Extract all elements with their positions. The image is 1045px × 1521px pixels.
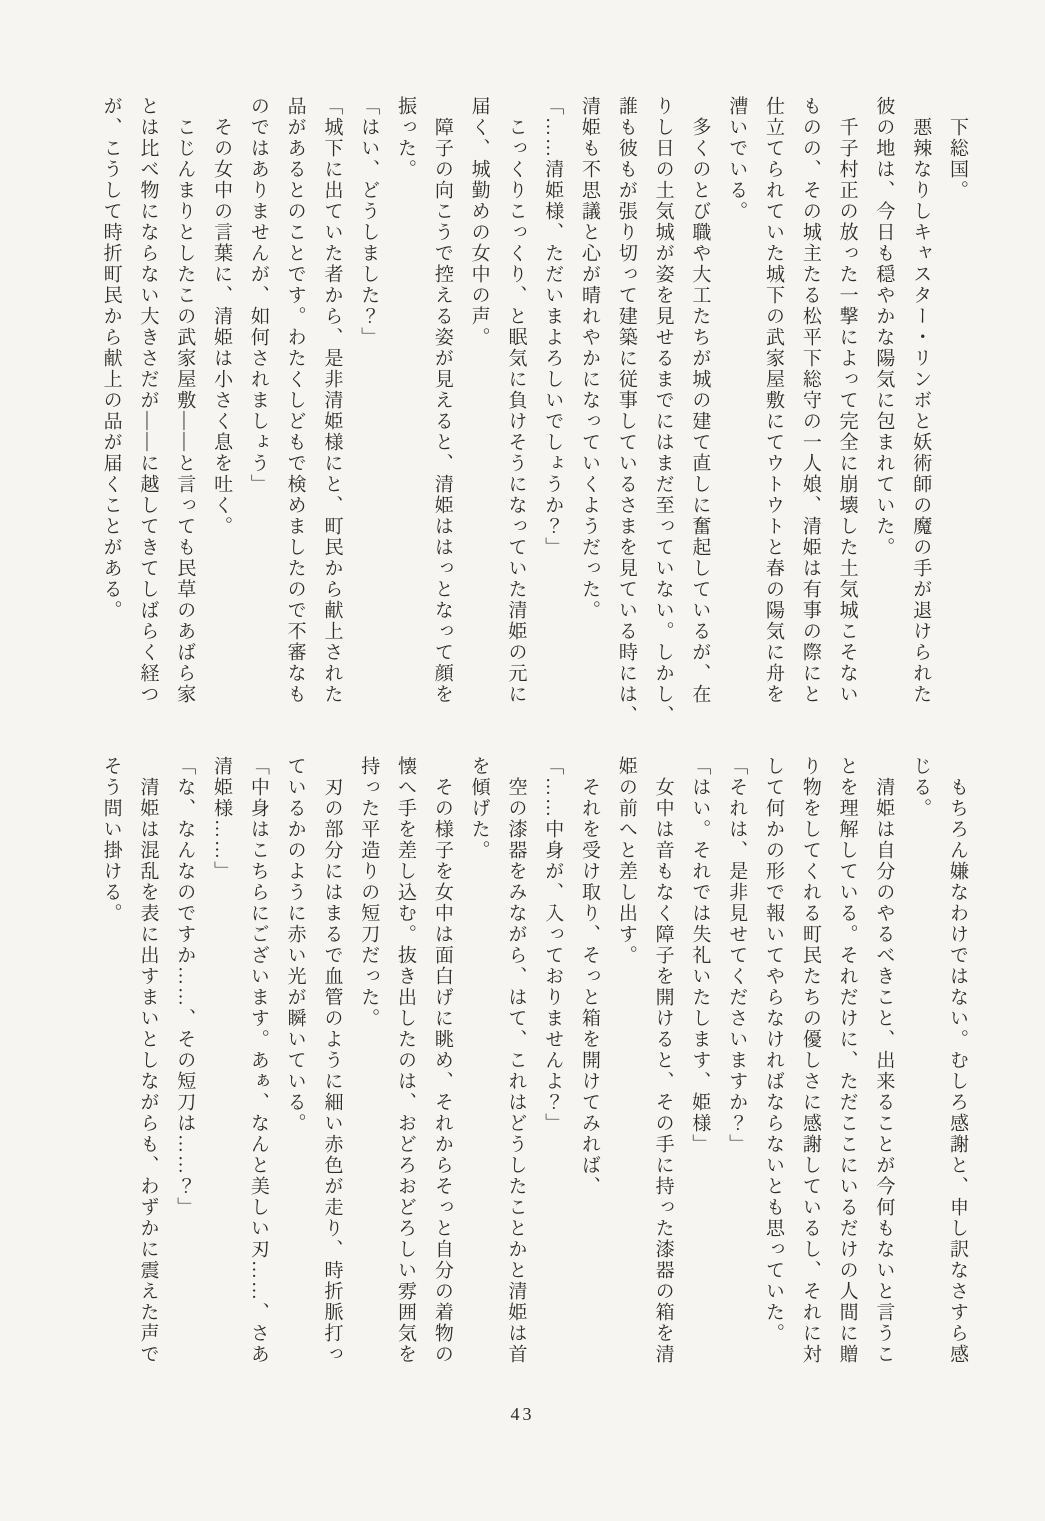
text-column: 障子の向こうで控える姿が見えると、清姫ははっとなって顔を xyxy=(431,96,453,705)
text-column: 「な、なんなのですか……、その短刀は……？」 xyxy=(174,756,196,1218)
text-column: 仕立てられていた城下の武家屋敷にてウトウトと春の陽気に舟を xyxy=(763,96,785,705)
text-column: 悪辣なりしキャスター・リンボと妖術師の魔の手が退けられた xyxy=(910,96,932,705)
text-column: 「……清姫様、ただいまよろしいでしょうか？」 xyxy=(542,96,564,558)
text-column: 下総国。 xyxy=(947,96,968,201)
text-column: じる。 xyxy=(910,756,932,819)
text-column: 誰も彼もが張り切って建築に従事しているさまを見ている時には、 xyxy=(615,96,637,726)
text-column: 「城下に出ていた者から、是非清姫様にと、町民から献上された xyxy=(321,96,343,705)
text-column: 「はい。それでは失礼いたします、姫様」 xyxy=(689,756,711,1155)
text-column: その女中の言葉に、清姫は小さく息を吐く。 xyxy=(211,96,233,537)
text-column: 刃の部分にはまるで血管のように細い赤色が走り、時折脈打っ xyxy=(321,756,343,1365)
text-column: こじんまりとしたこの武家屋敷――と言っても民草のあばら家 xyxy=(174,96,196,705)
text-column: 清姫も不思議と心が晴れやかになっていくようだった。 xyxy=(579,96,601,621)
text-column: 千子村正の放った一撃によって完全に崩壊した土気城こそない xyxy=(836,96,858,705)
text-column: 「はい、どうしました？」 xyxy=(358,96,380,348)
text-column: 女中は音もなく障子を開けると、その手に持った漆器の箱を清 xyxy=(652,756,674,1365)
text-column: 清姫は混乱を表に出すまいとしながらも、わずかに震えた声で xyxy=(137,756,159,1365)
text-column: それを受け取り、そっと箱を開けてみれば、 xyxy=(579,756,601,1197)
text-column: 振った。 xyxy=(395,96,417,180)
text-column: 彼の地は、今日も穏やかな陽気に包まれていた。 xyxy=(873,96,895,558)
text-column: が、こうして時折町民から献上の品が届くことがある。 xyxy=(100,96,122,621)
text-column: そう問い掛ける。 xyxy=(100,756,122,924)
text-column: 品があるとのことです。わたくしどもで検めましたので不審なも xyxy=(284,96,306,705)
text-column: 漕いでいる。 xyxy=(726,96,748,222)
text-column: 懐へ手を差し込む。抜き出したのは、おどろおどろしい雰囲気を xyxy=(395,756,417,1365)
text-column: 多くのとび職や大工たちが城の建て直しに奮起しているが、在 xyxy=(689,96,711,705)
text-column: 届く、城勤めの女中の声。 xyxy=(468,96,490,348)
text-column: こっくりこっくり、と眠気に負けそうになっていた清姫の元に xyxy=(505,96,527,705)
page-number: 43 xyxy=(510,1404,535,1424)
text-column: ているかのように赤い光が瞬いている。 xyxy=(284,756,306,1134)
text-block-top xyxy=(92,96,975,772)
text-column: とを理解している。それだけに、ただここにいるだけの人間に贈 xyxy=(836,756,858,1365)
text-column: りし日の土気城が姿を見せるまでにはまだ至っていない。しかし、 xyxy=(652,96,674,726)
text-column: 空の漆器をみながら、はて、これはどうしたことかと清姫は首 xyxy=(505,756,527,1365)
text-column: 清姫は自分のやるべきこと、出来ることが今何もないと言うこ xyxy=(873,756,895,1365)
text-column: り物をしてくれる町民たちの優しさに感謝しているし、それに対 xyxy=(799,756,821,1365)
text-column: その様子を女中は面白げに眺め、それからそっと自分の着物の xyxy=(431,756,453,1365)
text-column: もちろん嫌なわけではない。むしろ感謝と、申し訳なさすら感 xyxy=(947,756,968,1365)
text-column: 「それは、是非見せてくださいますか？」 xyxy=(726,756,748,1155)
text-column: のではありませんが、如何されましょう」 xyxy=(247,96,269,495)
text-block-bottom xyxy=(92,756,975,1432)
text-column: 清姫様……」 xyxy=(211,756,233,882)
text-column: とは比べ物にならない大きさだが――に越してきてしばらく経つ xyxy=(137,96,159,705)
text-column: ものの、その城主たる松平下総守の一人娘、清姫は有事の際にと xyxy=(799,96,821,705)
text-column: して何かの形で報いてやらなければならないとも思っていた。 xyxy=(763,756,785,1344)
text-column: を傾げた。 xyxy=(468,756,490,861)
text-column: 「中身はこちらにございます。あぁ、なんと美しい刃……、さあ xyxy=(247,756,269,1365)
text-column: 「……中身が、入っておりませんよ？」 xyxy=(542,756,564,1134)
text-column: 持った平造りの短刀だった。 xyxy=(358,756,380,1029)
text-column: 姫の前へと差し出す。 xyxy=(615,756,637,966)
